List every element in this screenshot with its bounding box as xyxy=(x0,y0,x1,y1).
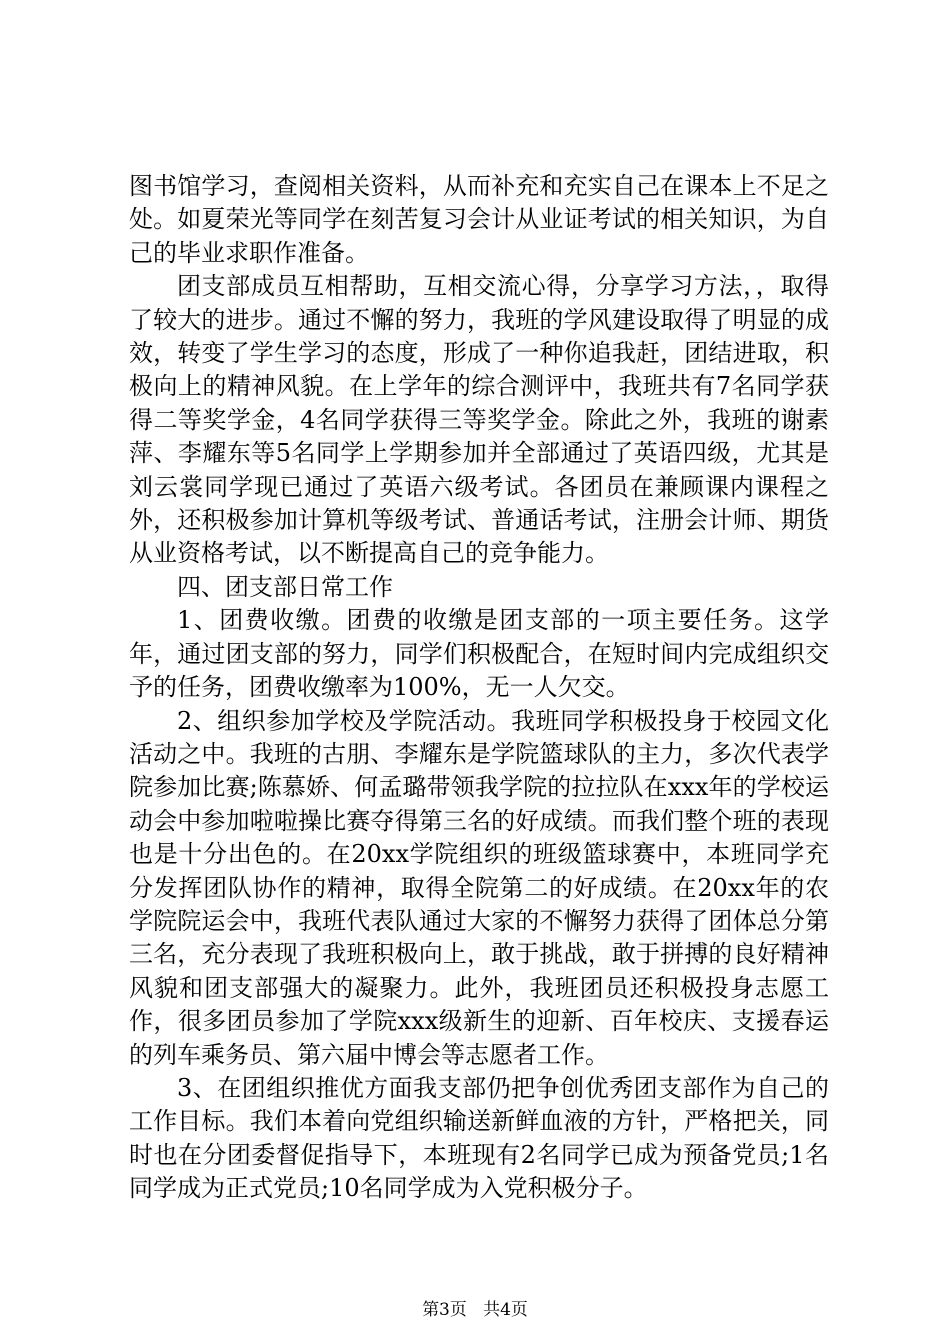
paragraph-1: 图书馆学习，查阅相关资料，从而补充和充实自己在课本上不足之处。如夏荣光等同学在刻苦复习会计从业证考试的相关知识，为自己的毕业求职作准备。 xyxy=(129,172,829,267)
paragraph-5: 2、组织参加学校及学院活动。我班同学积极投身于校园文化活动之中。我班的古朋、李耀东是学院篮球队的主力，多次代表学院参加比赛;陈慕娇、何孟璐带领我学院的拉拉队在xxx年的学校运动会中参加啦啦操比赛夺得第三名的好成绩。而我们整个班的表现也是十分出色的。在20xx学院组织的班级篮球赛中，本班同学充分发挥团队协作的精神，取得全院第二的好成绩。在20xx年的农学院院运会中，我班代表队通过大家的不懈努力获得了团体总分第三名，充分表现了我班积极向上，敢于挑战，敢于拼搏的良好精神风貌和团支部强大的凝聚力。此外，我班团员还积极投身志愿工作，很多团员参加了学院xxx级新生的迎新、百年校庆、支援春运的列车乘务员、第六届中博会等志愿者工作。 xyxy=(129,706,829,1069)
page-separator xyxy=(472,1300,477,1320)
page-footer xyxy=(0,1299,950,1321)
page-number: 第3页 xyxy=(422,1300,467,1320)
paragraph-4: 1、团费收缴。团费的收缴是团支部的一项主要任务。这学年，通过团支部的努力，同学们积极配合，在短时间内完成组织交予的任务，团费收缴率为100%，无一人欠交。 xyxy=(129,606,829,702)
paragraph-6: 3、在团组织推优方面我支部仍把争创优秀团支部作为自己的工作目标。我们本着向党组织输送新鲜血液的方针，严格把关，同时也在分团委督促指导下，本班现有2名同学已成为预备党员;1名同学成为正式党员;10名同学成为入党积极分子。 xyxy=(129,1073,829,1203)
document-body xyxy=(129,170,829,1206)
page-total: 共4页 xyxy=(483,1300,528,1320)
paragraph-2: 团支部成员互相帮助，互相交流心得，分享学习方法，，取得了较大的进步。通过不懈的努力，我班的学风建设取得了明显的成效，转变了学生学习的态度，形成了一种你追我赶，团结进取，积极向上的精神风貌。在上学年的综合测评中，我班共有7名同学获得二等奖学金，4名同学获得三等奖学金。除此之外，我班的谢素萍、李耀东等5名同学上学期参加并全部通过了英语四级，尤其是刘云裳同学现已通过了英语六级考试。各团员在兼顾课内课程之外，还积极参加计算机等级考试、普通话考试，注册会计师、期货从业资格考试，以不断提高自己的竞争能力。 xyxy=(129,272,829,568)
section-heading: 四、团支部日常工作 xyxy=(177,572,393,601)
